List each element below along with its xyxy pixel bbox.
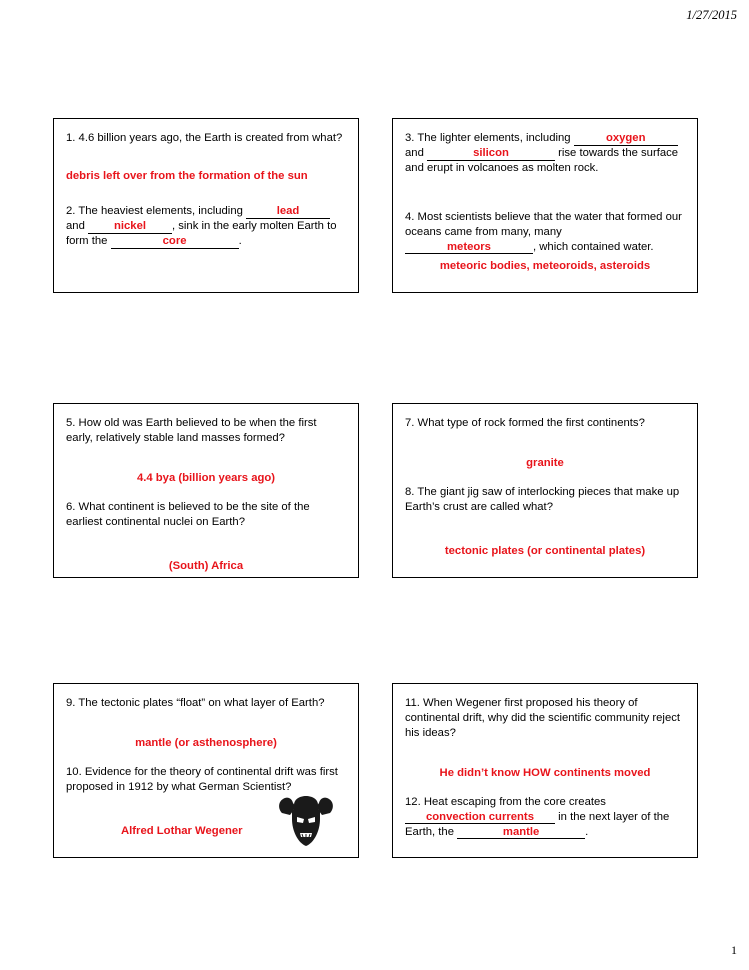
question-3-mid1: and bbox=[405, 146, 427, 159]
question-5: 5. How old was Earth believed to be when the first early, relatively stable land masses formed? bbox=[66, 417, 317, 444]
question-7: 7. What type of rock formed the first continents? bbox=[405, 417, 645, 429]
answer-8: tectonic plates (or continental plates) bbox=[444, 544, 646, 557]
answer-5: 4.4 bya (billion years ago) bbox=[136, 471, 276, 484]
question-9: 9. The tectonic plates “float” on what layer of Earth? bbox=[66, 697, 325, 709]
answer-blank-convection-currents: convection currents bbox=[405, 812, 555, 825]
slide-row-2 bbox=[53, 403, 698, 578]
slide-4 bbox=[392, 403, 698, 578]
slide-3 bbox=[53, 403, 359, 578]
question-4-post: , which contained water. bbox=[533, 240, 654, 253]
question-10: 10. Evidence for the theory of continental drift was first proposed in 1912 by what German Scientist? bbox=[66, 765, 338, 793]
question-11: 11. When Wegener first proposed his theory of continental drift, why did the scientific community reject his ideas? bbox=[405, 697, 681, 739]
question-2-post: . bbox=[238, 234, 242, 247]
answer-6: (South) Africa bbox=[168, 559, 244, 572]
question-4-pre: 4. Most scientists believe that the water that formed our oceans came from many, many bbox=[405, 210, 682, 238]
answer-10: Alfred Lothar Wegener bbox=[121, 824, 243, 837]
slide-5 bbox=[53, 683, 359, 858]
question-3 bbox=[405, 131, 685, 176]
question-2-pre: 2. The heaviest elements, including bbox=[66, 204, 247, 217]
question-3-post: rise towards the surface and erupt in volcanoes as molten rock. bbox=[405, 146, 679, 174]
answer-4: meteoric bodies, meteoroids, asteroids bbox=[439, 260, 651, 273]
answer-blank-meteors: meteors bbox=[405, 242, 533, 255]
page-date: 1/27/2015 bbox=[686, 8, 737, 22]
page-number: 1 bbox=[731, 943, 737, 957]
answer-7: granite bbox=[526, 456, 564, 469]
question-2-mid1: and bbox=[66, 219, 88, 232]
answer-blank-lead: lead bbox=[246, 206, 330, 219]
answer-blank-silicon: silicon bbox=[427, 148, 555, 161]
answer-1: debris left over from the formation of the sun bbox=[66, 169, 308, 182]
slide-6 bbox=[392, 683, 698, 858]
viking-head-icon bbox=[276, 793, 336, 851]
question-4 bbox=[405, 210, 685, 255]
question-12-pre: 12. Heat escaping from the core creates bbox=[405, 795, 606, 808]
question-6: 6. What continent is believed to be the site of the earliest continental nuclei on Earth? bbox=[66, 500, 310, 528]
slide-row-3 bbox=[53, 683, 698, 858]
answer-9: mantle (or asthenosphere) bbox=[135, 736, 277, 749]
question-3-pre: 3. The lighter elements, including bbox=[405, 132, 574, 144]
question-8: 8. The giant jig saw of interlocking pieces that make up Earth’s crust are called what? bbox=[405, 485, 680, 513]
slide-row-1 bbox=[53, 118, 698, 293]
slide-1 bbox=[53, 118, 359, 293]
question-12-post: . bbox=[585, 825, 589, 838]
slides-grid bbox=[53, 118, 698, 858]
question-1: 1. 4.6 billion years ago, the Earth is created from what? bbox=[66, 132, 343, 144]
question-2-mid2: , sink in the early molten Earth to form the bbox=[66, 219, 337, 247]
slide-2 bbox=[392, 118, 698, 293]
answer-11: He didn’t know HOW continents moved bbox=[439, 766, 651, 779]
answer-blank-mantle: mantle bbox=[457, 827, 585, 840]
question-12-mid1: in the next layer of the Earth, the bbox=[405, 810, 670, 838]
question-12 bbox=[405, 795, 685, 840]
answer-blank-oxygen: oxygen bbox=[574, 133, 678, 146]
question-2 bbox=[66, 204, 346, 249]
answer-blank-nickel: nickel bbox=[88, 221, 172, 234]
answer-blank-core: core bbox=[111, 236, 239, 249]
